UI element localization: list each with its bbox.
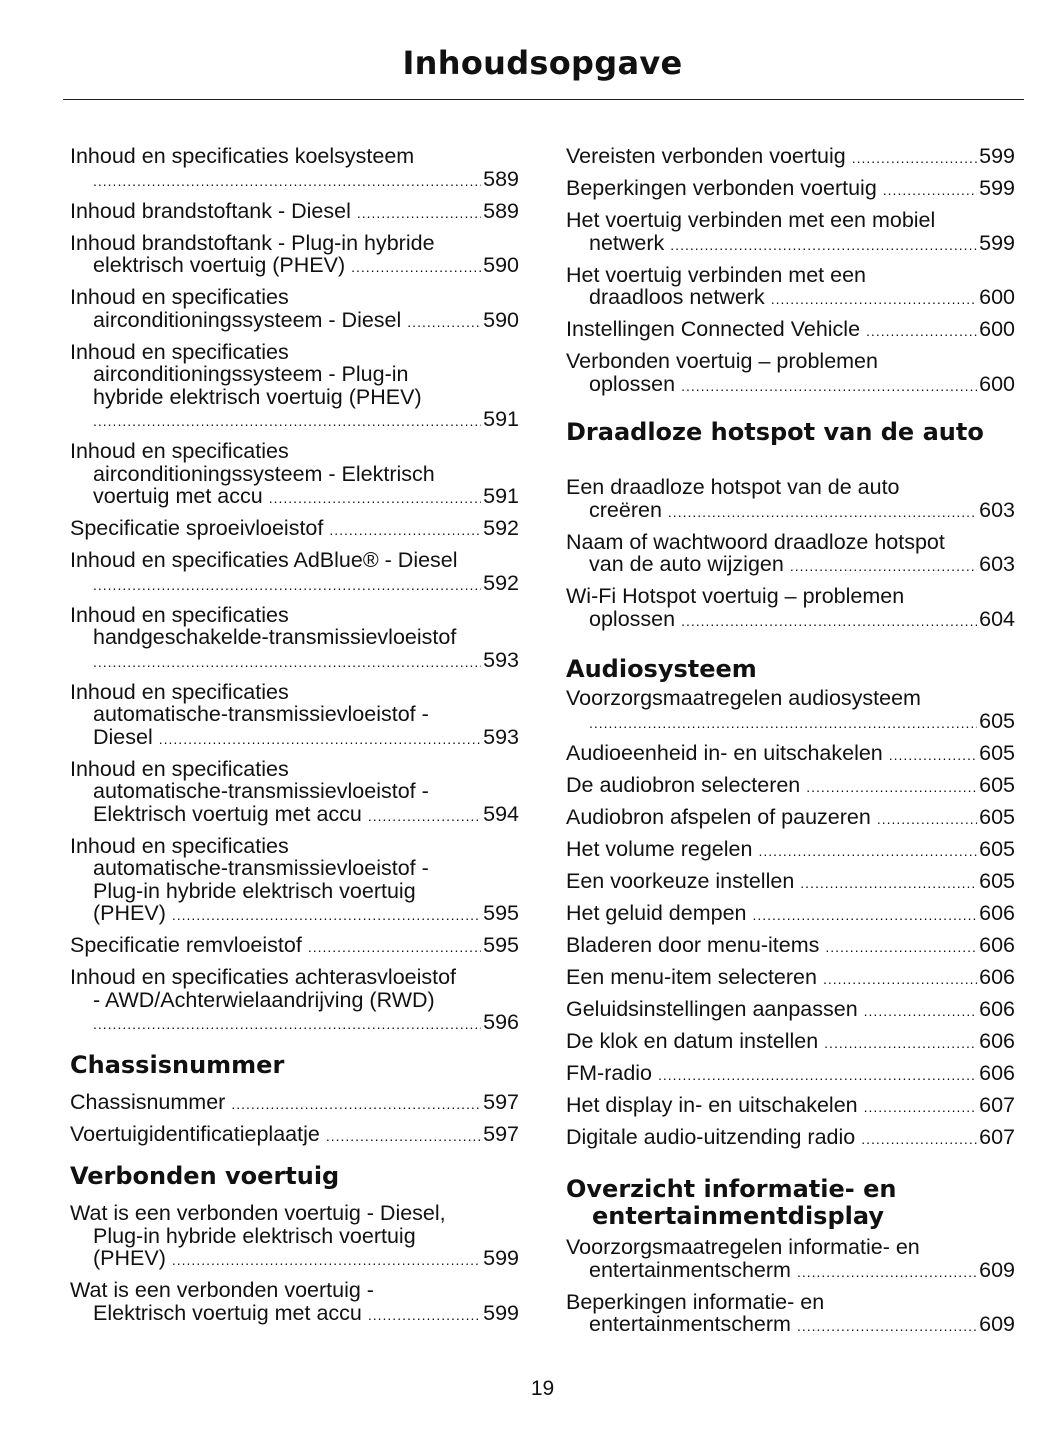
toc-entry-title-cont: oplossen	[589, 606, 676, 631]
toc-entry[interactable]	[70, 440, 519, 510]
toc-entry-title: FM-radio	[566, 1060, 653, 1085]
dot-leader	[231, 1093, 481, 1116]
toc-entry-title: Inhoud en specificaties airconditioningssysteem - Plug-in hybride elektrisch voertuig (PHEV)	[70, 339, 422, 409]
toc-entry-page: 609	[979, 1257, 1015, 1282]
toc-entry-page: 606	[979, 964, 1015, 989]
toc-entry[interactable]	[566, 742, 1015, 767]
toc-entry-page: 600	[979, 317, 1015, 341]
toc-entry-page: 607	[979, 1092, 1015, 1117]
toc-entry-page: 595	[483, 933, 519, 957]
toc-entry-page: 589	[483, 166, 519, 191]
toc-entry-title-cont: Diesel	[93, 724, 153, 749]
toc-entry[interactable]	[70, 1279, 519, 1326]
toc-entry-page: 591	[483, 407, 519, 431]
toc-entry-page: 597	[483, 1089, 519, 1114]
toc-entry[interactable]	[566, 934, 1015, 959]
toc-entry-page: 599	[979, 176, 1015, 200]
toc-entry-page: 606	[979, 900, 1015, 925]
toc-group-connected	[70, 1202, 519, 1326]
toc-entry-page: 600	[979, 371, 1015, 396]
section-heading-hotspot[interactable]: Draadloze hotspot van de auto	[566, 418, 984, 446]
dot-leader	[866, 320, 977, 343]
dot-leader	[797, 1315, 977, 1338]
toc-entry-page: 603	[979, 552, 1015, 576]
toc-entry[interactable]	[566, 264, 1015, 311]
toc-entry[interactable]	[566, 177, 1015, 202]
page-title: Inhoudsopgave	[402, 44, 683, 82]
toc-entry-page: 606	[979, 932, 1015, 957]
dot-leader	[329, 519, 481, 542]
toc-entry-title: De klok en datum instellen	[566, 1028, 819, 1053]
toc-entry-title: Vereisten verbonden voertuig	[566, 144, 846, 168]
toc-entry[interactable]	[70, 1202, 519, 1272]
toc-entry-title-cont: (PHEV)	[93, 1246, 166, 1270]
dot-leader	[825, 936, 977, 959]
toc-entry[interactable]	[70, 286, 519, 333]
dot-leader	[824, 1032, 977, 1055]
toc-entry-page: 592	[483, 570, 519, 595]
toc-entry[interactable]	[566, 1236, 1015, 1283]
dot-leader	[326, 1125, 481, 1148]
toc-entry-title-cont: airconditioningssysteem - Diesel	[93, 307, 402, 332]
toc-entry-title-cont: oplossen	[589, 371, 676, 396]
toc-entry-title: Wi-Fi Hotspot voertuig – problemen	[566, 584, 905, 608]
toc-entry-title-cont: elektrisch voertuig (PHEV)	[93, 253, 346, 277]
toc-entry[interactable]	[70, 1123, 519, 1148]
dot-leader	[93, 410, 481, 433]
toc-entry[interactable]	[70, 966, 519, 1036]
toc-entry-title: Verbonden voertuig – problemen	[566, 349, 878, 373]
toc-entry-page: 591	[483, 484, 519, 508]
toc-entry-page: 596	[483, 1010, 519, 1034]
dot-leader	[823, 968, 977, 991]
toc-entry-title: Inhoud en specificaties automatische-transmissievloeistof -	[70, 679, 429, 726]
toc-entry-title: Inhoud en specificaties	[70, 285, 289, 309]
toc-entry-title-cont: voertuig met accu	[93, 484, 263, 508]
dot-leader	[368, 805, 481, 828]
toc-entry-page: 605	[979, 708, 1015, 733]
toc-entry-page: 590	[483, 253, 519, 277]
dot-leader	[308, 936, 481, 959]
toc-entry-title: Een menu-item selecteren	[566, 964, 817, 989]
toc-entry-page: 605	[979, 868, 1015, 893]
toc-entry-page: 590	[483, 307, 519, 332]
dot-leader	[93, 574, 481, 597]
toc-entry-title: Inhoud en specificaties koelsysteem	[70, 144, 415, 168]
toc-entry-title: Inhoud en specificaties achterasvloeistof - AWD/Achterwielaandrijving (RWD)	[70, 965, 457, 1012]
dot-leader	[93, 1013, 481, 1036]
dot-leader	[752, 904, 977, 927]
toc-entry[interactable]	[566, 687, 1015, 734]
toc-entry-title: Voertuigidentificatieplaatje	[70, 1121, 320, 1146]
toc-entry-title-cont: draadloos netwerk	[589, 285, 765, 309]
toc-entry[interactable]	[566, 1094, 1015, 1119]
toc-group-audio	[566, 687, 1015, 1150]
toc-entry-page: 599	[979, 230, 1015, 255]
toc-entry-title-cont: Inhoud brandstoftank - Diesel	[70, 198, 351, 223]
toc-entry-title: Inhoud en specificaties automatische-transmissievloeistof - Plug-in hybride elektrisch voertuig	[70, 833, 429, 903]
toc-entry-title: Bladeren door menu-items	[566, 932, 820, 957]
toc-entry-title: De audiobron selecteren	[566, 772, 801, 797]
dot-leader	[681, 610, 977, 633]
toc-entry-page: 589	[483, 198, 519, 223]
toc-entry[interactable]	[70, 341, 519, 433]
dot-leader	[771, 288, 977, 311]
toc-entry-title-cont: van de auto wijzigen	[589, 552, 784, 576]
toc-entry-title: Chassisnummer	[70, 1089, 226, 1114]
dot-leader	[877, 808, 977, 831]
toc-entry-title-cont: netwerk	[589, 230, 665, 255]
toc-entry-title: Wat is een verbonden voertuig - Diesel, Plug-in hybride elektrisch voertuig	[70, 1201, 446, 1248]
toc-entry-page: 606	[979, 1028, 1015, 1053]
toc-entry-title: Het geluid dempen	[566, 900, 747, 925]
section-heading-display-line2: entertainmentdisplay	[592, 1202, 884, 1230]
toc-entry[interactable]	[566, 998, 1015, 1023]
toc-entry-title: Audioeenheid in- en uitschakelen	[566, 740, 883, 765]
dot-leader	[658, 1064, 977, 1087]
toc-group-fluids	[70, 145, 519, 1036]
toc-entry-title: Beperkingen informatie- en	[566, 1289, 825, 1314]
dot-leader	[269, 487, 481, 510]
toc-entry[interactable]	[70, 517, 519, 542]
toc-group-chassis	[70, 1091, 519, 1148]
toc-entry[interactable]	[566, 476, 1015, 523]
toc-entry-title: Inhoud en specificaties airconditioningssysteem - Elektrisch	[70, 439, 435, 486]
toc-entry[interactable]	[566, 318, 1015, 343]
toc-group-display	[566, 1236, 1015, 1338]
toc-entry-page: 593	[483, 647, 519, 672]
toc-entry-page: 609	[979, 1312, 1015, 1336]
toc-entry[interactable]	[70, 1091, 519, 1116]
toc-entry[interactable]	[566, 966, 1015, 991]
toc-entry[interactable]	[566, 585, 1015, 632]
toc-left-column	[70, 145, 519, 1334]
section-heading-chassis[interactable]: Chassisnummer	[70, 1050, 285, 1079]
toc-entry[interactable]	[70, 835, 519, 927]
toc-entry-title: Een voorkeuze instellen	[566, 868, 795, 893]
toc-entry[interactable]	[566, 209, 1015, 256]
toc-entry-title-cont: Elektrisch voertuig met accu	[93, 1300, 362, 1325]
toc-entry[interactable]	[566, 1126, 1015, 1151]
toc-entry-page: 597	[483, 1121, 519, 1146]
dot-leader	[883, 179, 977, 202]
dot-leader	[797, 1261, 977, 1284]
dot-leader	[351, 256, 481, 279]
toc-entry-title: Naam of wachtwoord draadloze hotspot	[566, 529, 945, 554]
section-heading-display-line1: Overzicht informatie- en	[566, 1175, 897, 1203]
toc-entry-title: Het voertuig verbinden met een	[566, 262, 866, 287]
title-divider	[63, 99, 1024, 100]
toc-entry[interactable]	[566, 1062, 1015, 1087]
toc-entry-title-cont: Specificatie remvloeistof	[70, 933, 302, 957]
toc-entry-title-cont: Elektrisch voertuig met accu	[93, 801, 362, 826]
dot-leader	[806, 776, 977, 799]
toc-entry-page: 606	[979, 1060, 1015, 1085]
toc-entry-page: 599	[483, 1300, 519, 1325]
toc-entry-page: 592	[483, 516, 519, 540]
toc-entry[interactable]	[566, 531, 1015, 578]
toc-entry-title-cont: Specificatie sproeivloeistof	[70, 516, 324, 540]
toc-entry-page: 605	[979, 836, 1015, 861]
toc-right-column	[566, 145, 1015, 1345]
toc-entry[interactable]	[70, 145, 519, 192]
toc-entry[interactable]	[566, 1030, 1015, 1055]
toc-entry-title: Geluidsinstellingen aanpassen	[566, 996, 858, 1021]
dot-leader	[368, 1304, 481, 1327]
dot-leader	[852, 147, 977, 170]
toc-entry-title: Instellingen Connected Vehicle	[566, 317, 861, 341]
toc-entry-title: Inhoud en specificaties handgeschakelde-transmissievloeistof	[70, 602, 457, 649]
toc-entry[interactable]	[566, 870, 1015, 895]
dot-leader	[889, 744, 977, 767]
toc-entry-page: 604	[979, 606, 1015, 631]
dot-leader	[172, 904, 481, 927]
toc-entry-page: 599	[483, 1246, 519, 1270]
dot-leader	[864, 1000, 977, 1023]
toc-entry-title: Voorzorgsmaatregelen audiosysteem	[566, 686, 921, 710]
section-heading-connected[interactable]: Verbonden voertuig	[70, 1162, 340, 1190]
toc-entry-title: Het volume regelen	[566, 836, 753, 861]
toc-entry-title: Het voertuig verbinden met een mobiel	[566, 208, 936, 232]
dot-leader	[357, 202, 481, 225]
toc-entry-page: 607	[979, 1124, 1015, 1149]
toc-entry-page: 594	[483, 801, 519, 826]
toc-entry-title-cont: creëren	[589, 497, 662, 522]
dot-leader	[758, 840, 977, 863]
toc-entry[interactable]	[70, 232, 519, 279]
page-number: 19	[530, 1377, 555, 1400]
toc-entry-title: Beperkingen verbonden voertuig	[566, 176, 877, 200]
toc-entry-page: 605	[979, 772, 1015, 797]
toc-entry-title: Wat is een verbonden voertuig -	[70, 1278, 374, 1302]
toc-entry-title: Audiobron afspelen of pauzeren	[566, 804, 871, 829]
toc-group-connected-cont	[566, 145, 1015, 397]
toc-entry[interactable]	[70, 758, 519, 828]
toc-entry-page: 595	[483, 901, 519, 925]
toc-entry-title: Inhoud brandstoftank - Plug-in hybride	[70, 230, 435, 255]
toc-entry-title: Digitale audio-uitzending radio	[566, 1124, 856, 1149]
toc-entry-title-cont: entertainmentscherm	[589, 1312, 791, 1336]
toc-entry[interactable]	[566, 774, 1015, 799]
dot-leader	[681, 375, 977, 398]
toc-entry-page: 599	[979, 144, 1015, 168]
toc-entry-title-cont: (PHEV)	[93, 901, 166, 925]
toc-entry[interactable]	[566, 350, 1015, 397]
dot-leader	[93, 651, 481, 674]
toc-entry-title: Een draadloze hotspot van de auto	[566, 475, 900, 499]
toc-entry-page: 603	[979, 497, 1015, 522]
section-heading-display[interactable]	[566, 1176, 1015, 1230]
dot-leader	[159, 728, 481, 751]
toc-entry-page: 606	[979, 996, 1015, 1021]
toc-entry-page: 605	[979, 740, 1015, 765]
toc-entry[interactable]	[566, 902, 1015, 927]
section-heading-audio[interactable]: Audiosysteem	[566, 655, 757, 683]
toc-entry-page: 593	[483, 724, 519, 749]
toc-entry-page: 600	[979, 285, 1015, 309]
toc-entry[interactable]	[566, 145, 1015, 170]
dot-leader	[668, 501, 977, 524]
toc-entry[interactable]	[566, 806, 1015, 831]
dot-leader	[790, 555, 977, 578]
dot-leader	[861, 1128, 977, 1151]
toc-entry[interactable]	[70, 681, 519, 751]
toc-entry[interactable]	[70, 200, 519, 225]
toc-entry-title-cont: entertainmentscherm	[589, 1257, 791, 1282]
dot-leader	[172, 1249, 481, 1272]
dot-leader	[800, 872, 977, 895]
toc-entry-page: 605	[979, 804, 1015, 829]
dot-leader	[407, 311, 481, 334]
toc-entry-title: Het display in- en uitschakelen	[566, 1092, 858, 1117]
toc-entry-title: Inhoud en specificaties automatische-transmissievloeistof -	[70, 756, 429, 803]
toc-entry[interactable]	[70, 604, 519, 674]
toc-entry[interactable]	[566, 1291, 1015, 1338]
dot-leader	[589, 712, 977, 735]
toc-entry-title: Voorzorgsmaatregelen informatie- en	[566, 1235, 920, 1259]
toc-group-hotspot	[566, 476, 1015, 632]
toc-entry[interactable]	[70, 549, 519, 596]
toc-entry-title: Inhoud en specificaties AdBlue® - Diesel	[70, 548, 458, 572]
toc-entry[interactable]	[70, 934, 519, 959]
dot-leader	[864, 1096, 978, 1119]
dot-leader	[670, 234, 977, 257]
dot-leader	[93, 170, 481, 193]
toc-entry[interactable]	[566, 838, 1015, 863]
